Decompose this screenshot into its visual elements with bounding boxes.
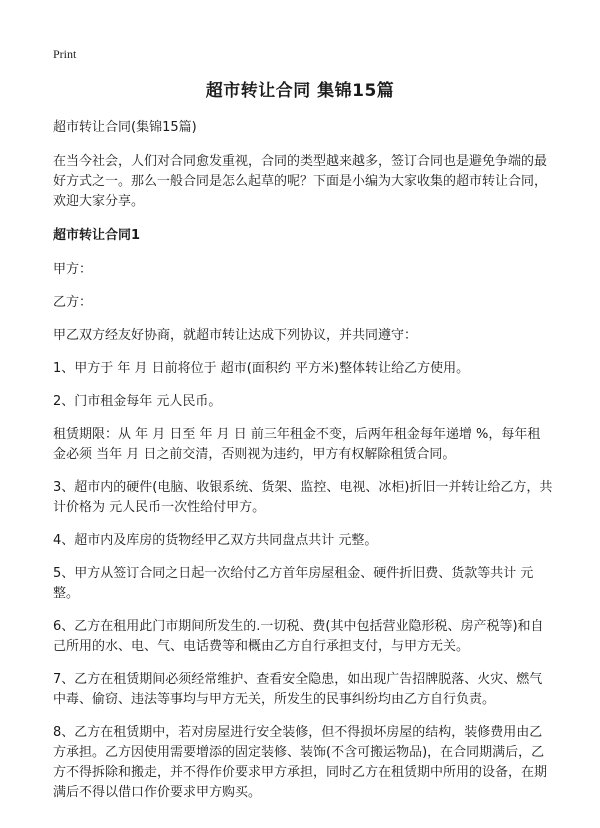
agreement-preamble: 甲乙双方经友好协商，就超市转让达成下列协议，并共同遵守： — [53, 328, 418, 343]
clause-6: 6、乙方在租用此门市期间所发生的.一切税、费(其中包括营业隐形税、房产税等)和自己所用的水、电、气、电话费等和概由乙方自行承担支付，与甲方无关。 — [53, 619, 544, 654]
document-subtitle: 超市转让合同(集锦15篇) — [53, 120, 197, 135]
clause-4: 4、超市内及库房的货物经甲乙双方共同盘点共计 元整。 — [53, 533, 378, 548]
intro-paragraph: 在当今社会，人们对合同愈发重视，合同的类型越来越多，签订合同也是避免争端的最好方式之一。那么一般合同是怎么起草的呢？下面是小编为大家收集的超市转让合同，欢迎大家分享。 — [53, 154, 548, 209]
print-link[interactable]: Print — [53, 47, 77, 61]
party-b-line: 乙方： — [53, 295, 93, 310]
clause-5: 5、甲方从签订合同之日起一次给付乙方首年房屋租金、硬件折旧费、货款等共计 元整。 — [53, 566, 534, 601]
party-a-line: 甲方： — [53, 262, 93, 277]
clause-7: 7、乙方在租赁期间必须经常维护、查看安全隐患，如出现广告招牌脱落、火灾、燃气中毒、偷窃、违法等事均与甲方无关，所发生的民事纠纷均由乙方自行负责。 — [53, 672, 543, 707]
clause-2: 2、门市租金每年 元人民币。 — [53, 394, 222, 409]
section-heading: 超市转让合同1 — [53, 228, 141, 243]
document-title: 超市转让合同 集锦15篇 — [205, 81, 395, 101]
document-body — [53, 118, 553, 816]
lease-term-clause: 租赁期限：从 年 月 日至 年 月 日 前三年租金不变，后两年租金每年递增 %，每年租金必须 当年 月 日之前交清，否则视为违约，甲方有权解除租赁合同。 — [53, 427, 541, 462]
clause-3: 3、超市内的硬件(电脑、收银系统、货架、监控、电视、冰柜)折旧一并转让给乙方，共计价格为 元人民币一次性给付甲方。 — [53, 480, 553, 515]
clause-8: 8、乙方在租赁期中，若对房屋进行安全装修，但不得损坏房屋的结构，装修费用由乙方承担。乙方因使用需要增添的固定装修、装饰(不含可搬运物品)，在合同期满后，乙方不得拆除和搬走，并不得作价要求甲方承担，同时乙方在租赁期中所用的设备，在期满后不得以借口作价要求甲方购买。 — [53, 725, 548, 800]
clause-1: 1、甲方于 年 月 日前将位于 超市(面积约 平方米)整体转让给乙方使用。 — [53, 361, 470, 376]
